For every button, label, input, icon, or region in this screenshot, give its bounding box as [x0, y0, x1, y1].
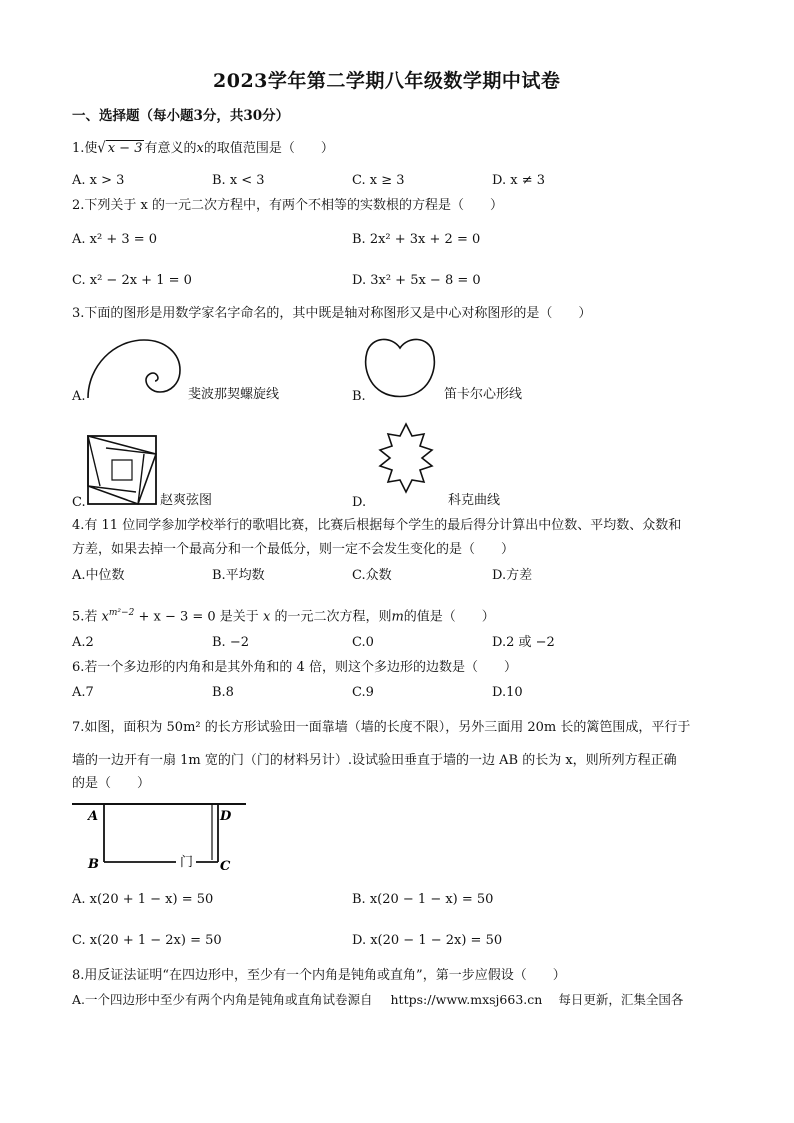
q6-option-a[interactable]: A.7 [72, 685, 94, 700]
q3-option-b-caption: 笛卡尔心形线 [444, 387, 523, 402]
q8-option-a[interactable]: A.一个四边形中至少有两个内角是钝角或直角试卷源自 [72, 992, 373, 1007]
fibonacci-spiral-figure [84, 336, 184, 400]
point-a-label: A [88, 809, 99, 824]
q5-option-d[interactable]: D.2 或 −2 [492, 635, 555, 650]
q2-option-a[interactable]: A. x² + 3 = 0 [72, 232, 158, 247]
radical-sign: √ [97, 139, 106, 158]
q7-option-b[interactable]: B. x(20 − 1 − x) = 50 [352, 892, 494, 907]
q7-option-a[interactable]: A. x(20 + 1 − x) = 50 [72, 892, 214, 907]
point-b-label: B [88, 857, 99, 872]
q1-option-d[interactable]: D. x ≠ 3 [492, 173, 545, 188]
q3-option-d-caption: 科克曲线 [448, 493, 501, 508]
field-diagram [72, 800, 252, 878]
question-2-stem: 2.下列关于 x 的一元二次方程中，有两个不相等的实数根的方程是（ ） [72, 198, 503, 213]
q7-option-c[interactable]: C. x(20 + 1 − 2x) = 50 [72, 933, 222, 948]
q3-option-a-caption: 斐波那契螺旋线 [188, 387, 280, 402]
zhao-shuang-figure [86, 434, 158, 506]
q8-option-a-line [72, 991, 683, 1009]
source-url-link[interactable]: https://www.mxsj663.cn [390, 992, 543, 1007]
question-4-line2: 方差，如果去掉一个最高分和一个最低分，则一定不会发生变化的是（ ） [72, 542, 515, 557]
section-heading: 一、选择题（每小题3分，共30分） [72, 108, 290, 124]
q1-option-c[interactable]: C. x ≥ 3 [352, 173, 405, 188]
page-title: 2023学年第二学期八年级数学期中试卷 [213, 70, 561, 92]
question-8-stem: 8.用反证法证明“在四边形中，至少有一个内角是钝角或直角”，第一步应假设（ ） [72, 968, 566, 983]
point-c-label: C [220, 859, 231, 874]
question-5-stem: 5.若 $x^{m^2-2} + x - 3 = 0$ 是关于 x 的一元二次方程，则m的值是（ ） [72, 608, 495, 625]
q3-option-c-letter[interactable]: C. [72, 495, 86, 510]
q5-option-a[interactable]: A.2 [72, 635, 94, 650]
q6-option-c[interactable]: C.9 [352, 685, 374, 700]
exponent: m²−2 [108, 608, 135, 618]
q3-option-b-letter[interactable]: B. [352, 389, 366, 404]
door-label: 门 [180, 855, 194, 870]
q4-option-c[interactable]: C.众数 [352, 568, 392, 583]
q3-option-a-letter[interactable]: A. [72, 389, 86, 404]
question-6-stem: 6.若一个多边形的内角和是其外角和的 4 倍，则这个多边形的边数是（ ） [72, 660, 517, 675]
q5-option-b[interactable]: B. −2 [212, 635, 249, 650]
q2-option-d[interactable]: D. 3x² + 5x − 8 = 0 [352, 273, 481, 288]
koch-curve-figure [366, 414, 446, 498]
point-d-label: D [220, 809, 232, 824]
q1-option-b[interactable]: B. x < 3 [212, 173, 265, 188]
footer-note: 每日更新，汇集全国各 [558, 992, 684, 1007]
q6-option-d[interactable]: D.10 [492, 685, 523, 700]
q2-option-b[interactable]: B. 2x² + 3x + 2 = 0 [352, 232, 481, 247]
question-3-stem: 3.下面的图形是用数学家名字命名的，其中既是轴对称图形又是中心对称图形的是（ ） [72, 306, 592, 321]
q2-option-c[interactable]: C. x² − 2x + 1 = 0 [72, 273, 192, 288]
q4-option-b[interactable]: B.平均数 [212, 568, 265, 583]
cardioid-figure [362, 334, 438, 400]
q7-option-d[interactable]: D. x(20 − 1 − 2x) = 50 [352, 933, 503, 948]
question-7-line3: 的是（ ） [72, 776, 151, 791]
q4-option-d[interactable]: D.方差 [492, 568, 533, 583]
q3-option-c-caption: 赵爽弦图 [160, 493, 213, 508]
q3-option-d-letter[interactable]: D. [352, 495, 367, 510]
question-7-line2: 墙的一边开有一扇 1m 宽的门（门的材料另计）.设试验田垂直于墙的一边 AB 的长为 x，则所列方程正确 [72, 753, 677, 768]
question-7-line1: 7.如图，面积为 50m² 的长方形试验田一面靠墙（墙的长度不限），另外三面用 20m 长的篱笆围成，平行于 [72, 720, 691, 735]
radicand: x − 3 [107, 141, 143, 156]
q1-option-a[interactable]: A. x > 3 [72, 173, 125, 188]
q6-option-b[interactable]: B.8 [212, 685, 234, 700]
q5-option-c[interactable]: C.0 [352, 635, 374, 650]
question-1-stem: 1.使√ x − 3 有意义的x的取值范围是（ ） [72, 140, 334, 158]
q4-option-a[interactable]: A.中位数 [72, 568, 125, 583]
question-4-line1: 4.有 11 位同学参加学校举行的歌唱比赛，比赛后根据每个学生的最后得分计算出中位数、平均数、众数和 [72, 518, 682, 533]
